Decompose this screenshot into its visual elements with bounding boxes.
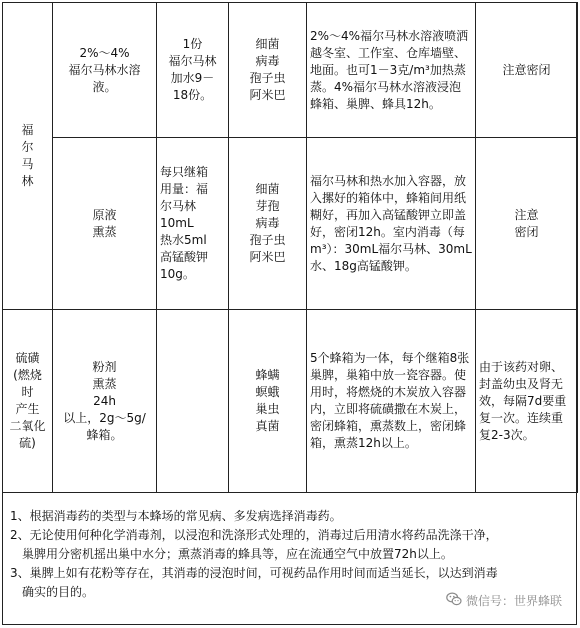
form-cell: 原液 熏蒸	[53, 138, 157, 310]
note-cell: 注意密闭	[476, 3, 578, 138]
dosage-cell: 每只继箱 用量：福 尔马林 10mL 热水5ml 高锰酸钾 10g。	[157, 138, 229, 310]
wechat-icon	[446, 591, 462, 610]
group-label-formalin: 福 尔 马 林	[3, 3, 53, 310]
note-cell: 由于该药对卵、封盖幼虫及肾无效，每隔7d要重复一次。连续重复2-3次。	[476, 310, 578, 493]
note-line: 3、巢脾上如有花粉等存在，其消毒的浸泡时间，可视药品作用时间而适当延长，以达到消毒	[10, 566, 498, 580]
targets-cell: 细菌 病毒 孢子虫 阿米巴	[229, 3, 307, 138]
dosage-cell: 1份 福尔马林 加水9－ 18份。	[157, 3, 229, 138]
note-line: 确实的目的。	[22, 585, 95, 599]
note-line: 2、无论使用何种化学消毒剂，以浸泡和洗涤形式处理的，消毒过后用清水将药品洗涤干净，	[10, 528, 498, 542]
form-cell: 粉剂 熏蒸 24h 以上，2g～5g/ 蜂箱。	[53, 310, 157, 493]
method-cell: 2%～4%福尔马林水溶液喷洒越冬室、工作室、仓库墙壁、地面。也可1－3克/m³加热蒸蒸。4%福尔马林水溶液浸泡蜂箱、巢脾、蜂具12h。	[307, 3, 476, 138]
form-cell: 2%～4% 福尔马林水溶 液。	[53, 3, 157, 138]
note-line: 巢脾用分密机摇出巢中水分；熏蒸消毒的蜂具等，应在流通空气中放置72h以上。	[22, 547, 453, 561]
method-cell: 5个蜂箱为一体，每个继箱8张巢脾，巢箱中放一瓷容器。使用时，将燃烧的木炭放入容器内，立即将硫磺撒在木炭上，密闭蜂箱，熏蒸数上，密闭蜂箱，熏蒸12h以上。	[307, 310, 476, 493]
note-line: 1、根据消毒药的类型与本蜂场的常见病、多发病选择消毒药。	[10, 509, 342, 523]
note-cell: 注意 密闭	[476, 138, 578, 310]
targets-cell: 细菌 芽孢 病毒 孢子虫 阿米巴	[229, 138, 307, 310]
watermark	[446, 591, 562, 610]
watermark-text: 微信号：世界蜂联	[465, 594, 562, 608]
method-cell: 福尔马林和热水加入容器，放入摞好的箱体中，蜂箱间用纸糊好，再加入高锰酸钾立即盖好，密闭12h。室内消毒（每m³）：30mL福尔马林、30mL水、18g高锰酸钾。	[307, 138, 476, 310]
targets-cell: 蜂螨 螟蛾 巢虫 真菌	[229, 310, 307, 493]
group-label-sulfur: 硫磺 (燃烧 时 产生 二氧化 硫)	[3, 310, 53, 493]
